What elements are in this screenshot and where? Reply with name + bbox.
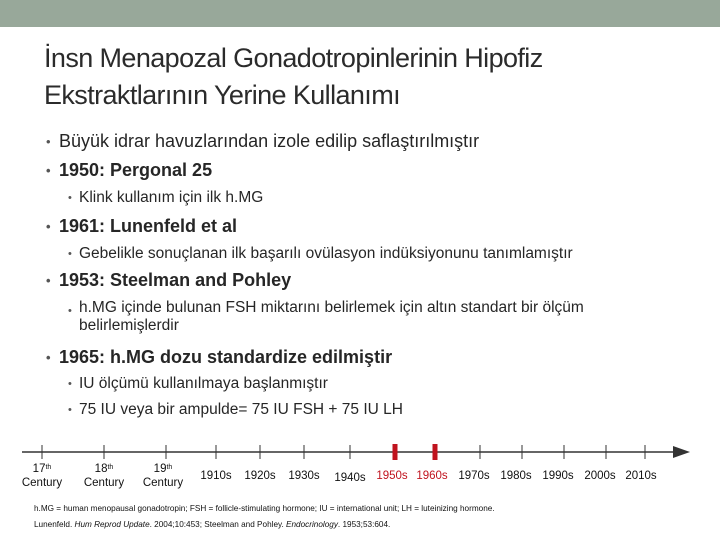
bullet-text: Klink kullanım için ilk h.MG — [79, 189, 264, 206]
ref-journal: Hum Reprod Update — [74, 520, 150, 529]
ref-suffix: . 1953;53:604. — [337, 520, 391, 529]
bullet-text: 75 IU veya bir ampulde= 75 IU FSH + 75 IU LH — [79, 401, 403, 418]
bullet-text: h.MG içinde bulunan FSH miktarını belirlemek için altın standart bir ölçüm belirlemişlerdir — [79, 299, 584, 334]
bullet-dot-icon: • — [46, 219, 51, 234]
timeline-label: 1910s — [200, 470, 232, 482]
bullet-dot-icon: • — [68, 305, 72, 317]
footnote-references — [34, 520, 390, 529]
bullet-dot-icon: • — [68, 248, 72, 260]
bullet-dot-icon: • — [68, 192, 72, 204]
bullet-text: Gebelikle sonuçlanan ilk başarılı ovülasyon indüksiyonunu tanımlamıştır — [79, 245, 573, 262]
bullet-text: 1950: Pergonal 25 — [59, 160, 213, 180]
ref-prefix: Lunenfeld. — [34, 520, 75, 529]
timeline-label: 1940s — [334, 472, 366, 484]
bullet-dot-icon: • — [46, 134, 51, 149]
timeline-label: 1980s — [500, 470, 532, 482]
bullet-text: IU ölçümü kullanılmaya başlanmıştır — [79, 375, 328, 392]
timeline-label: 1950s — [376, 470, 408, 482]
bullet-dot-icon: • — [46, 273, 51, 288]
bullet-text: 1965: h.MG dozu standardize edilmiştir — [59, 347, 393, 367]
bullet-text: 1953: Steelman and Pohley — [59, 270, 292, 290]
bullet-dot-icon: • — [68, 404, 72, 416]
ref-middle: . 2004;10:453; Steelman and Pohley. — [149, 520, 287, 529]
timeline-arrow-icon — [673, 446, 690, 458]
timeline-label: 19th Century — [142, 463, 184, 489]
timeline-label: 1970s — [458, 470, 490, 482]
timeline-label: 1930s — [288, 470, 320, 482]
bullet-dot-icon: • — [68, 378, 72, 390]
bullet-dot-icon: • — [46, 163, 51, 178]
footnote-abbreviations: h.MG = human menopausal gonadotropin; FSH = follicle-stimulating hormone; IU = international unit; LH = luteinizing hormone. — [34, 504, 495, 513]
bullet-text: Büyük idrar havuzlarından izole edilip saflaştırılmıştır — [59, 131, 480, 151]
timeline-label: 18th Century — [83, 463, 125, 489]
timeline-label: 2010s — [625, 470, 657, 482]
bullet-dot-icon: • — [46, 350, 51, 365]
timeline-label: 1960s — [416, 470, 448, 482]
timeline-label: 2000s — [584, 470, 616, 482]
slide-title: İnsn Menapozal Gonadotropinlerinin Hipofiz Ekstraktlarının Yerine Kullanımı — [44, 43, 543, 110]
ref-journal: Endocrinology — [286, 520, 338, 529]
timeline-label: 1920s — [244, 470, 276, 482]
timeline-label: 17th Century — [21, 463, 63, 489]
timeline-label: 1990s — [542, 470, 574, 482]
bullet-text: 1961: Lunenfeld et al — [59, 216, 238, 236]
